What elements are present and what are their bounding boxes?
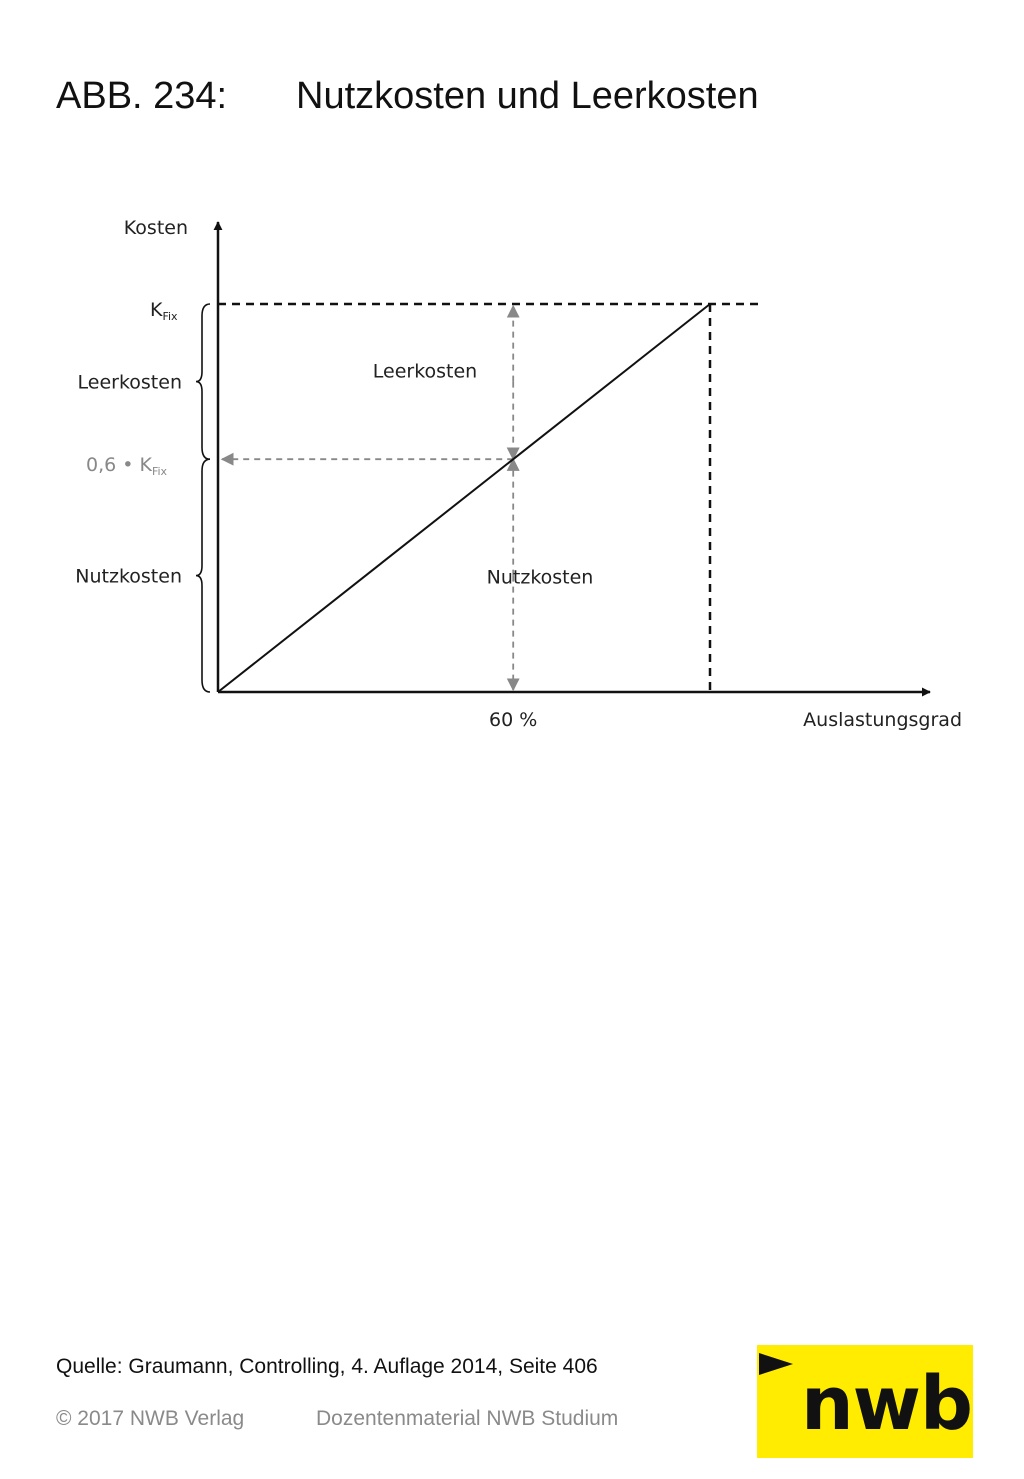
y-axis-label: Kosten <box>123 217 188 239</box>
page-title <box>56 72 759 120</box>
annotation-leerkosten: Leerkosten <box>372 360 478 383</box>
footer-material: Dozentenmaterial NWB Studium <box>316 1407 619 1430</box>
cost-chart <box>0 190 1024 750</box>
annotation-nutzkosten: Nutzkosten <box>486 566 594 589</box>
logo-text: nwb <box>801 1361 973 1447</box>
x-axis-label: Auslastungsgrad <box>803 709 962 731</box>
brace-nutzkosten <box>196 459 210 692</box>
y-tick-label-kfix: $K_{Fix}$ <box>150 299 178 323</box>
figure-number: ABB. 234: <box>56 75 228 117</box>
brace-label-leerkosten: Leerkosten <box>77 371 182 394</box>
x-tick-label-60: 60 % <box>489 709 538 731</box>
logo-arrow-icon <box>759 1353 793 1375</box>
y-tick-label-06-kfix: 0,6 • $K_{Fix}$ <box>86 454 168 479</box>
source-note: Quelle: Graumann, Controlling, 4. Auflage 2014, Seite 406 <box>56 1355 598 1378</box>
figure-title: Nutzkosten und Leerkosten <box>296 75 759 117</box>
footer-copyright: © 2017 NWB Verlag <box>56 1407 245 1430</box>
brace-leerkosten <box>196 304 210 459</box>
nwb-logo <box>757 1345 973 1458</box>
brace-label-nutzkosten: Nutzkosten <box>75 565 182 588</box>
